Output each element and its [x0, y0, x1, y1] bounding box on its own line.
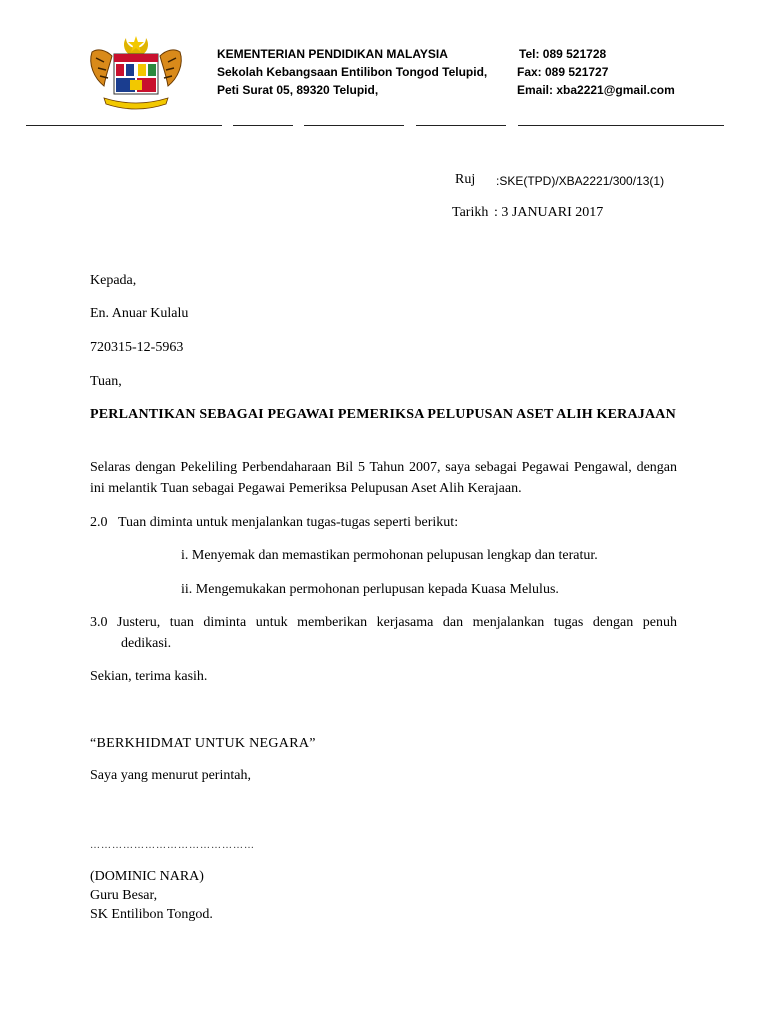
recipient-salutation: Kepada,	[90, 273, 137, 288]
motto: “BERKHIDMAT UNTUK NEGARA”	[90, 736, 316, 751]
obedient-line: Saya yang menurut perintah,	[90, 768, 251, 783]
signatory-title: Guru Besar,	[90, 888, 158, 903]
signature-line: ………………………………………	[90, 840, 255, 851]
fax-number: Fax: 089 521727	[517, 65, 609, 79]
signatory-name: (DOMINIC NARA)	[90, 869, 204, 884]
paragraph-1: Selaras dengan Pekeliling Perbendaharaan Bil 5 Tahun 2007, saya sebagai Pegawai Pengawal, dengan ini melantik Tuan sebagai Pegawai Pemeriksa Pelupusan Aset Alih Kerajaan.	[90, 460, 677, 496]
date-label: Tarikh	[452, 205, 489, 220]
letter-subject: PERLANTIKAN SEBAGAI PEGAWAI PEMERIKSA PELUPUSAN ASET ALIH KERAJAAN	[90, 407, 676, 422]
paragraph-2: Tuan diminta untuk menjalankan tugas-tugas seperti berikut:	[118, 515, 459, 530]
recipient-ic-number: 720315-12-5963	[90, 340, 184, 355]
paragraph-2-number: 2.0	[90, 515, 108, 530]
letter-date: : 3 JANUARI 2017	[494, 205, 604, 220]
postal-address: Peti Surat 05, 89320 Telupid,	[217, 83, 379, 97]
reference-label: Ruj	[455, 172, 476, 187]
email-address: Email: xba2221@gmail.com	[517, 83, 675, 97]
paragraph-3-continued: dedikasi.	[121, 636, 172, 651]
malaysia-coat-of-arms-icon	[86, 34, 186, 114]
paragraph-3: 3.0 Justeru, tuan diminta untuk memberikan kerjasama dan menjalankan tugas dengan penuh	[90, 615, 677, 630]
org-name: KEMENTERIAN PENDIDIKAN MALAYSIA	[217, 47, 448, 61]
reference-number: :SKE(TPD)/XBA2221/300/13(1)	[496, 174, 665, 188]
greeting: Tuan,	[90, 374, 122, 389]
closing-line: Sekian, terima kasih.	[90, 669, 208, 684]
recipient-name: En. Anuar Kulalu	[90, 306, 189, 321]
header-divider	[26, 125, 724, 127]
phone-number: Tel: 089 521728	[519, 47, 607, 61]
list-item: ii. Mengemukakan permohonan perlupusan kepada Kuasa Melulus.	[181, 582, 559, 597]
list-item: i. Menyemak dan memastikan permohonan pelupusan lengkap dan teratur.	[181, 548, 598, 563]
school-name: Sekolah Kebangsaan Entilibon Tongod Telupid,	[217, 65, 488, 79]
signatory-school: SK Entilibon Tongod.	[90, 907, 213, 922]
